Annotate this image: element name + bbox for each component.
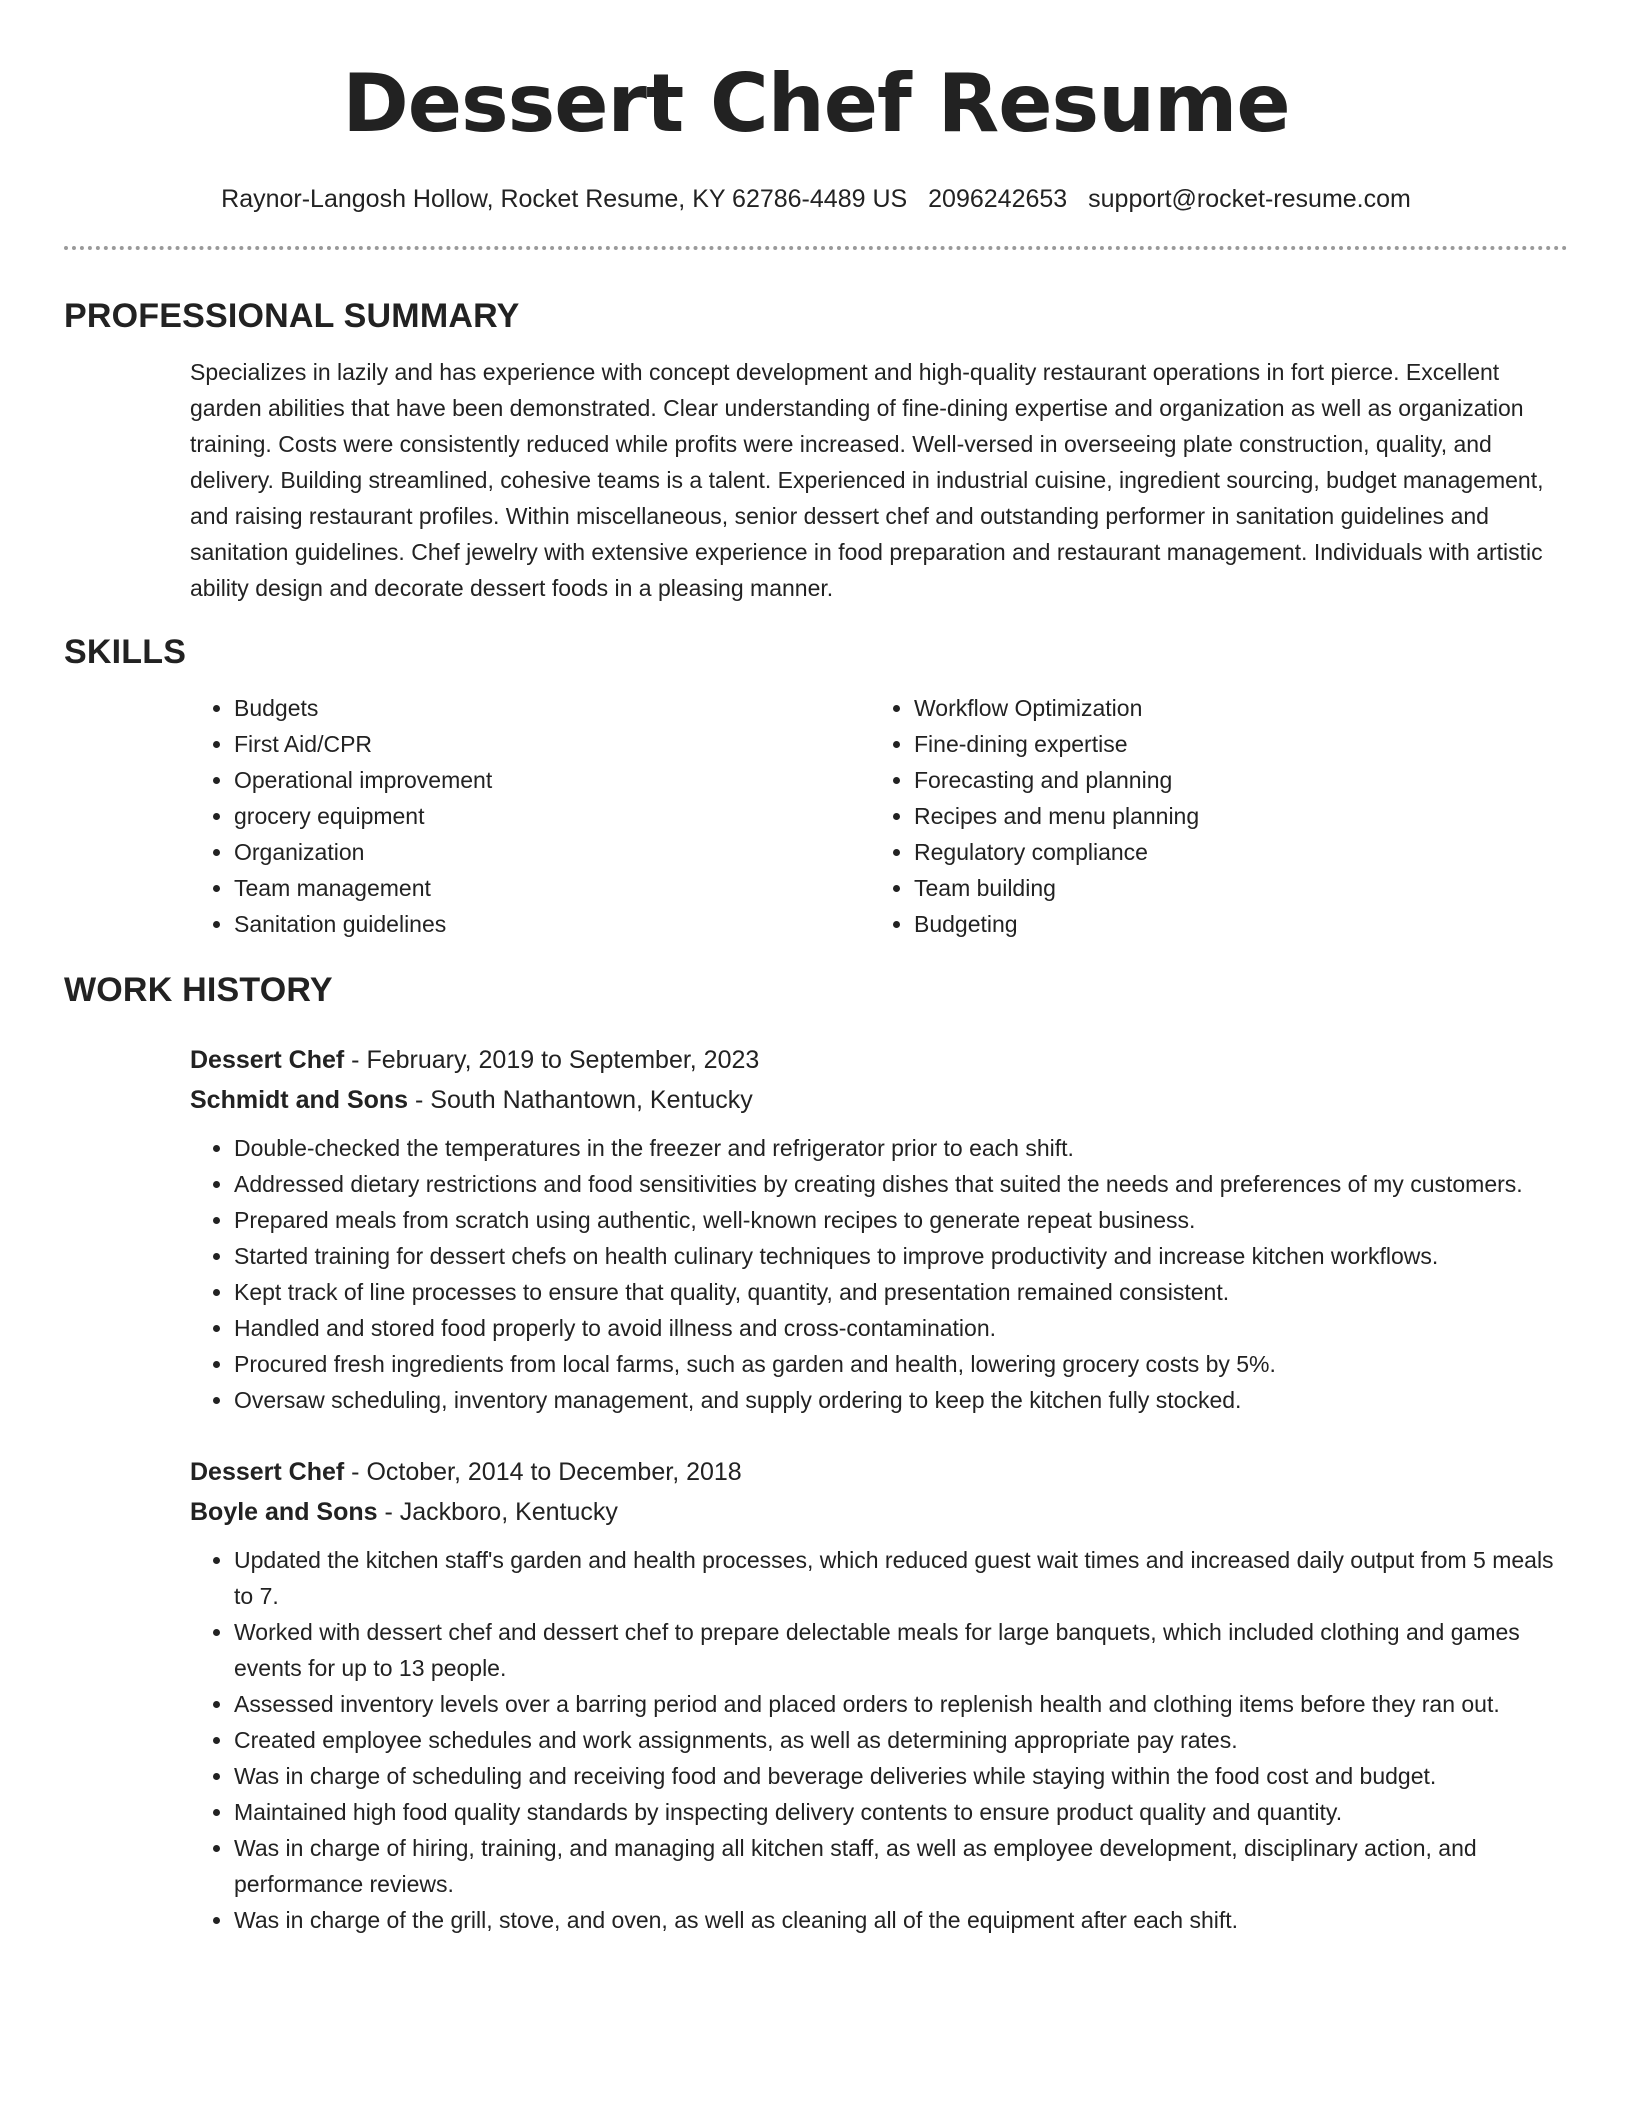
skill-item: • Team building	[914, 870, 1514, 906]
skills-heading: SKILLS	[64, 633, 187, 671]
job-duty: • Worked with dessert chef and dessert chef to prepare delectable meals for large banquets, which included clothing and games events for up to 13 people.	[234, 1614, 1568, 1686]
skill-item: • Fine-dining expertise	[914, 726, 1514, 762]
job-duty: • Kept track of line processes to ensure that quality, quantity, and presentation remained consistent.	[234, 1274, 1568, 1310]
job-title-line	[190, 1040, 1568, 1080]
skill-item: • Team management	[234, 870, 870, 906]
work-history-heading: WORK HISTORY	[64, 971, 333, 1009]
skill-item: • Sanitation guidelines	[234, 906, 870, 942]
job-duty: • Was in charge of hiring, training, and managing all kitchen staff, as well as employee development, disciplinary action, and performance reviews.	[234, 1830, 1568, 1902]
job-duty: • Was in charge of scheduling and receiving food and beverage deliveries while staying within the food cost and budget.	[234, 1758, 1568, 1794]
resume-title: Dessert Chef Resume	[342, 57, 1290, 150]
skill-item: • Operational improvement	[234, 762, 870, 798]
job-duties	[190, 1130, 1568, 1418]
job-duty: • Maintained high food quality standards by inspecting delivery contents to ensure product quality and quantity.	[234, 1794, 1568, 1830]
job-location: - Jackboro, Kentucky	[377, 1498, 618, 1526]
resume-page	[64, 0, 1568, 1938]
skill-item: • Forecasting and planning	[914, 762, 1514, 798]
job-entry	[190, 1040, 1568, 1418]
job-duty: • Double-checked the temperatures in the freezer and refrigerator prior to each shift.	[234, 1130, 1568, 1166]
job-title-line	[190, 1452, 1568, 1492]
skill-item: • Workflow Optimization	[914, 690, 1514, 726]
skill-item: • grocery equipment	[234, 798, 870, 834]
contact-line	[64, 182, 1568, 216]
job-duties	[190, 1542, 1568, 1938]
skills-column-left	[190, 690, 870, 942]
skill-item: • Organization	[234, 834, 870, 870]
job-location: - South Nathantown, Kentucky	[408, 1086, 753, 1114]
skill-item: • First Aid/CPR	[234, 726, 870, 762]
job-company-line	[190, 1492, 1568, 1532]
summary-text: Specializes in lazily and has experience with concept development and high-quality restaurant operations in fort pierce. Excellent garden abilities that have been demonstrated. Clear understanding of fine-dining expertise and organization as well as organization training. Costs were consistently reduced while profits were increased. Well-versed in overseeing plate construction, quality, and delivery. Building streamlined, cohesive teams is a talent. Experienced in industrial cuisine, ingredient sourcing, budget management, and raising restaurant profiles. Within miscellaneous, senior dessert chef and outstanding performer in sanitation guidelines and sanitation guidelines. Chef jewelry with extensive experience in food preparation and restaurant management. Individuals with artistic ability design and decorate dessert foods in a pleasing manner.	[190, 359, 1544, 601]
skills-column-right	[870, 690, 1514, 942]
job-title: Dessert Chef	[190, 1458, 345, 1486]
job-duty: • Updated the kitchen staff's garden and health processes, which reduced guest wait times and increased daily output from 5 meals to 7.	[234, 1542, 1568, 1614]
job-duty: • Handled and stored food properly to avoid illness and cross-contamination.	[234, 1310, 1568, 1346]
job-duty: • Procured fresh ingredients from local farms, such as garden and health, lowering grocery costs by 5%.	[234, 1346, 1568, 1382]
job-company: Schmidt and Sons	[190, 1086, 409, 1114]
job-duty: • Created employee schedules and work assignments, as well as determining appropriate pay rates.	[234, 1722, 1568, 1758]
job-dates: - October, 2014 to December, 2018	[344, 1458, 742, 1486]
job-duty: • Oversaw scheduling, inventory management, and supply ordering to keep the kitchen fully stocked.	[234, 1382, 1568, 1418]
summary-heading: PROFESSIONAL SUMMARY	[64, 297, 520, 335]
skills-list	[190, 690, 1568, 942]
skill-item: • Budgeting	[914, 906, 1514, 942]
job-duty: • Addressed dietary restrictions and food sensitivities by creating dishes that suited the needs and preferences of my customers.	[234, 1166, 1568, 1202]
contact-phone: 2096242653	[928, 185, 1068, 213]
job-duty: • Started training for dessert chefs on health culinary techniques to improve productivity and increase kitchen workflows.	[234, 1238, 1568, 1274]
skill-item: • Regulatory compliance	[914, 834, 1514, 870]
contact-email: support@rocket-resume.com	[1088, 185, 1411, 213]
job-company-line	[190, 1080, 1568, 1120]
skill-item: • Recipes and menu planning	[914, 798, 1514, 834]
job-duty: • Prepared meals from scratch using authentic, well-known recipes to generate repeat business.	[234, 1202, 1568, 1238]
contact-address: Raynor-Langosh Hollow, Rocket Resume, KY 62786-4489 US	[221, 185, 908, 213]
job-dates: - February, 2019 to September, 2023	[344, 1046, 760, 1074]
job-entry	[190, 1452, 1568, 1938]
job-duty: • Assessed inventory levels over a barring period and placed orders to replenish health and clothing items before they ran out.	[234, 1686, 1568, 1722]
job-duty: • Was in charge of the grill, stove, and oven, as well as cleaning all of the equipment after each shift.	[234, 1902, 1568, 1938]
job-title: Dessert Chef	[190, 1046, 345, 1074]
job-company: Boyle and Sons	[190, 1498, 378, 1526]
skill-item: • Budgets	[234, 690, 870, 726]
header-divider	[64, 246, 1568, 250]
